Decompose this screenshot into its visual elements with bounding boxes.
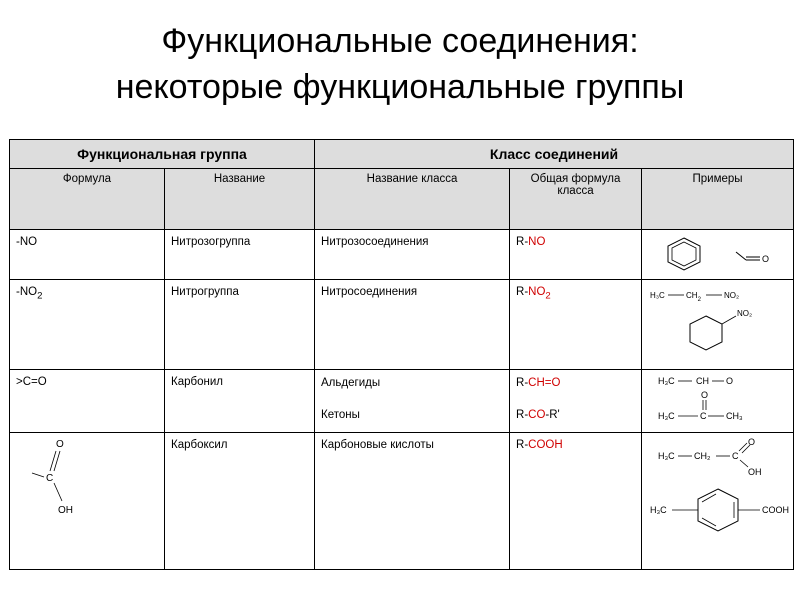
h3c-label-ketone: H₃C xyxy=(658,411,675,421)
o-label: O xyxy=(726,376,734,386)
carboxyl-structure xyxy=(12,435,102,515)
row-name: Нитрогруппа xyxy=(165,280,315,370)
nitrosobenzene-structure xyxy=(644,232,784,276)
o-label: O xyxy=(748,437,756,447)
row-examples xyxy=(642,370,794,433)
row-class-name: Нитрозосоединения xyxy=(315,230,510,280)
ch2-label: CH₂ xyxy=(694,451,711,461)
h3c-label: H₃C xyxy=(650,291,665,300)
row-formula: -NO xyxy=(10,230,165,280)
formula-text: -NO xyxy=(16,286,38,298)
row-examples xyxy=(642,230,794,280)
row-general-formula xyxy=(510,370,642,433)
row-general-formula xyxy=(510,280,642,370)
row-examples xyxy=(642,433,794,570)
header-row-2 xyxy=(10,169,794,230)
header-examples: Примеры xyxy=(642,169,794,230)
carboxylic-acids-structure xyxy=(644,435,794,553)
header-functional-group: Функциональная группа xyxy=(10,140,315,169)
row-name: Нитрозогруппа xyxy=(165,230,315,280)
row-class-name xyxy=(315,370,510,433)
ch3-label: CH₃ xyxy=(726,411,743,421)
header-row-1 xyxy=(10,140,794,169)
row-examples xyxy=(642,280,794,370)
formula-sub: 2 xyxy=(37,290,43,302)
ch2-label: $CH_2$ xyxy=(686,291,701,303)
gf-ketone: R-CO-R' xyxy=(516,409,560,421)
header-formula: Формула xyxy=(10,169,165,230)
title-line-2: некоторые функциональные группы xyxy=(115,68,685,106)
row-formula xyxy=(10,280,165,370)
header-general-formula: Общая формула класса xyxy=(510,169,642,230)
oh-label: OH xyxy=(748,467,762,477)
row-general-formula xyxy=(510,230,642,280)
cooh-label: COOH xyxy=(762,505,790,515)
h3c-label: H₃C xyxy=(658,376,675,386)
oh-label: OH xyxy=(58,505,73,515)
h3c-label: H₃C xyxy=(658,451,675,461)
class-aldehydes: Альдегиды xyxy=(321,377,381,389)
table-row xyxy=(10,433,794,570)
gf-group: NO xyxy=(528,236,546,248)
row-name: Карбонил xyxy=(165,370,315,433)
o-label-ketone: O xyxy=(701,390,709,400)
table-row xyxy=(10,230,794,280)
no2-label: NO₂ xyxy=(724,291,740,300)
gf-sub: 2 xyxy=(545,290,551,302)
h3c-label-2: H₃C xyxy=(650,505,667,515)
c-label: C xyxy=(732,451,739,461)
slide-title xyxy=(0,18,800,110)
row-class-name: Карбоновые кислоты xyxy=(315,433,510,570)
table-row xyxy=(10,280,794,370)
header-compound-class: Класс соединений xyxy=(315,140,794,169)
c-label: C xyxy=(700,411,707,421)
carbonyl-examples-structure xyxy=(644,372,789,430)
nitro-compounds-structure xyxy=(644,282,789,366)
functional-groups-table xyxy=(9,139,793,570)
row-formula xyxy=(10,433,165,570)
row-formula: >C=O xyxy=(10,370,165,433)
ch-label: CH xyxy=(696,376,710,386)
no2-label-2: NO₂ xyxy=(737,309,753,318)
gf-group: COOH xyxy=(528,439,563,451)
row-class-name: Нитросоединения xyxy=(315,280,510,370)
table-row xyxy=(10,370,794,433)
gf-prefix: R- xyxy=(516,286,529,298)
gf-prefix: R- xyxy=(516,236,529,248)
row-general-formula: R-COOH xyxy=(510,433,642,570)
header-class-name: Название класса xyxy=(315,169,510,230)
o-label: O xyxy=(56,439,64,450)
gf-group: NO xyxy=(528,286,546,298)
class-ketones: Кетоны xyxy=(321,409,360,421)
title-line-1: Функциональные соединения: xyxy=(161,22,639,60)
o-label: O xyxy=(762,254,770,264)
row-name: Карбоксил xyxy=(165,433,315,570)
header-name: Название xyxy=(165,169,315,230)
gf-aldehyde: R-CH=O xyxy=(516,377,561,389)
c-label: C xyxy=(46,473,54,484)
